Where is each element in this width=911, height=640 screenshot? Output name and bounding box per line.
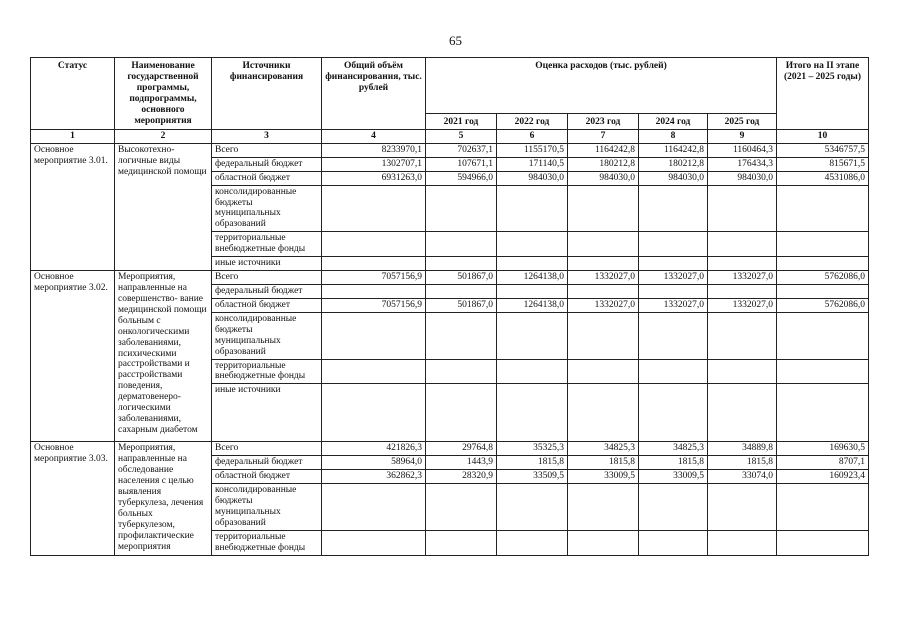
year-2023-cell <box>568 257 639 271</box>
column-number: 3 <box>212 129 322 143</box>
total-cell <box>322 185 426 232</box>
program-name-cell: Высокотехно- логичные виды медицинской помощи <box>115 143 212 270</box>
year-2024-cell <box>639 284 708 298</box>
year-2025-cell: 176434,3 <box>708 157 777 171</box>
table-row <box>31 442 869 456</box>
column-number: 2 <box>115 129 212 143</box>
total-cell <box>322 359 426 384</box>
year-2025-cell: 34889,8 <box>708 442 777 456</box>
year-2025-cell <box>708 530 777 555</box>
stage-total-cell <box>777 185 869 232</box>
stage-total-cell <box>777 257 869 271</box>
year-2022-cell: 1264138,0 <box>497 298 568 312</box>
year-2021-cell: 501867,0 <box>426 298 497 312</box>
year-2021-cell <box>426 530 497 555</box>
header-year: 2022 год <box>497 114 568 130</box>
stage-total-cell: 8707,1 <box>777 456 869 470</box>
year-2024-cell <box>639 312 708 359</box>
column-number: 1 <box>31 129 115 143</box>
total-cell: 8233970,1 <box>322 143 426 157</box>
year-2025-cell <box>708 232 777 257</box>
year-2024-cell <box>639 484 708 531</box>
total-cell <box>322 232 426 257</box>
stage-total-cell: 4531086,0 <box>777 171 869 185</box>
year-2022-cell <box>497 530 568 555</box>
year-2023-cell <box>568 232 639 257</box>
year-2021-cell <box>426 384 497 442</box>
status-cell: Основное мероприятие 3.01. <box>31 143 115 270</box>
year-2022-cell: 984030,0 <box>497 171 568 185</box>
total-cell: 362862,3 <box>322 470 426 484</box>
source-cell: областной бюджет <box>212 171 322 185</box>
column-number: 9 <box>708 129 777 143</box>
year-2023-cell <box>568 484 639 531</box>
year-2023-cell: 1815,8 <box>568 456 639 470</box>
total-cell: 7057156,9 <box>322 271 426 285</box>
header-year: 2021 год <box>426 114 497 130</box>
year-2024-cell: 180212,8 <box>639 157 708 171</box>
year-2023-cell <box>568 185 639 232</box>
year-2022-cell <box>497 257 568 271</box>
year-2022-cell: 1815,8 <box>497 456 568 470</box>
status-cell: Основное мероприятие 3.02. <box>31 271 115 442</box>
year-2023-cell <box>568 312 639 359</box>
year-2022-cell <box>497 312 568 359</box>
year-2024-cell <box>639 232 708 257</box>
source-cell: федеральный бюджет <box>212 284 322 298</box>
year-2023-cell: 1164242,8 <box>568 143 639 157</box>
stage-total-cell: 5762086,0 <box>777 298 869 312</box>
stage-total-cell <box>777 359 869 384</box>
year-2022-cell <box>497 359 568 384</box>
source-cell: консолидированные бюджеты муниципальных образований <box>212 484 322 531</box>
year-2021-cell: 29764,8 <box>426 442 497 456</box>
year-2022-cell <box>497 232 568 257</box>
stage-total-cell <box>777 284 869 298</box>
stage-total-cell <box>777 232 869 257</box>
year-2023-cell <box>568 384 639 442</box>
year-2022-cell <box>497 185 568 232</box>
total-cell <box>322 384 426 442</box>
stage-total-cell: 5762086,0 <box>777 271 869 285</box>
column-number: 8 <box>639 129 708 143</box>
total-cell <box>322 284 426 298</box>
header-year: 2023 год <box>568 114 639 130</box>
column-number: 5 <box>426 129 497 143</box>
source-cell: территориальные внебюджетные фонды <box>212 530 322 555</box>
year-2025-cell: 33074,0 <box>708 470 777 484</box>
year-2023-cell: 180212,8 <box>568 157 639 171</box>
year-2021-cell: 1443,9 <box>426 456 497 470</box>
year-2025-cell <box>708 284 777 298</box>
source-cell: консолидированные бюджеты муниципальных образований <box>212 312 322 359</box>
stage-total-cell <box>777 384 869 442</box>
source-cell: Всего <box>212 143 322 157</box>
year-2024-cell: 33009,5 <box>639 470 708 484</box>
year-2025-cell <box>708 384 777 442</box>
source-cell: областной бюджет <box>212 298 322 312</box>
stage-total-cell <box>777 530 869 555</box>
year-2022-cell: 1264138,0 <box>497 271 568 285</box>
year-2021-cell <box>426 312 497 359</box>
year-2023-cell: 1332027,0 <box>568 271 639 285</box>
year-2021-cell <box>426 257 497 271</box>
program-name-cell: Мероприятия, направленные на совершенство- вание медицинской помощи больным с онкологическими заболеваниями, психическими расстройствами и расстройствами поведения, дерматовенеро- логическими заболеваниями, сахарным диабетом <box>115 271 212 442</box>
year-2022-cell <box>497 484 568 531</box>
year-2021-cell <box>426 284 497 298</box>
year-2023-cell: 34825,3 <box>568 442 639 456</box>
source-cell: федеральный бюджет <box>212 456 322 470</box>
year-2023-cell: 984030,0 <box>568 171 639 185</box>
source-cell: Всего <box>212 442 322 456</box>
year-2021-cell: 28320,9 <box>426 470 497 484</box>
source-cell: иные источники <box>212 257 322 271</box>
column-number: 6 <box>497 129 568 143</box>
year-2023-cell: 33009,5 <box>568 470 639 484</box>
stage-total-cell: 160923,4 <box>777 470 869 484</box>
source-cell: федеральный бюджет <box>212 157 322 171</box>
year-2025-cell <box>708 484 777 531</box>
column-number: 4 <box>322 129 426 143</box>
year-2024-cell: 34825,3 <box>639 442 708 456</box>
program-name-cell: Мероприятия, направленные на обследование населения с целью выявления туберкулеза, лечения больных туберкулезом, профилактические мероприятия <box>115 442 212 555</box>
total-cell <box>322 484 426 531</box>
column-number: 7 <box>568 129 639 143</box>
header-total: Общий объём финансирования, тыс. рублей <box>322 58 426 130</box>
source-cell: Всего <box>212 271 322 285</box>
year-2025-cell <box>708 185 777 232</box>
year-2025-cell <box>708 359 777 384</box>
financing-table <box>30 57 869 556</box>
year-2025-cell: 1815,8 <box>708 456 777 470</box>
column-number: 10 <box>777 129 869 143</box>
year-2024-cell: 1164242,8 <box>639 143 708 157</box>
total-cell: 7057156,9 <box>322 298 426 312</box>
source-cell: территориальные внебюджетные фонды <box>212 359 322 384</box>
year-2021-cell <box>426 484 497 531</box>
header-sources: Источники финансирования <box>212 58 322 130</box>
header-estimate: Оценка расходов (тыс. рублей) <box>426 58 777 114</box>
year-2021-cell: 501867,0 <box>426 271 497 285</box>
year-2024-cell: 984030,0 <box>639 171 708 185</box>
header-stage-total: Итого на II этапе (2021 – 2025 годы) <box>777 58 869 130</box>
stage-total-cell: 5346757,5 <box>777 143 869 157</box>
year-2022-cell <box>497 284 568 298</box>
stage-total-cell: 169630,5 <box>777 442 869 456</box>
year-2021-cell: 594966,0 <box>426 171 497 185</box>
year-2024-cell <box>639 359 708 384</box>
year-2022-cell: 1155170,5 <box>497 143 568 157</box>
year-2021-cell: 107671,1 <box>426 157 497 171</box>
status-cell: Основное мероприятие 3.03. <box>31 442 115 555</box>
total-cell: 421826,3 <box>322 442 426 456</box>
year-2025-cell: 984030,0 <box>708 171 777 185</box>
year-2025-cell: 1332027,0 <box>708 271 777 285</box>
year-2025-cell: 1160464,3 <box>708 143 777 157</box>
total-cell: 1302707,1 <box>322 157 426 171</box>
year-2025-cell: 1332027,0 <box>708 298 777 312</box>
table-row <box>31 143 869 157</box>
source-cell: областной бюджет <box>212 470 322 484</box>
page-number: 65 <box>449 33 462 48</box>
year-2023-cell: 1332027,0 <box>568 298 639 312</box>
table-body <box>31 143 869 555</box>
year-2021-cell <box>426 359 497 384</box>
stage-total-cell <box>777 484 869 531</box>
header-status: Статус <box>31 58 115 130</box>
total-cell <box>322 312 426 359</box>
year-2021-cell <box>426 185 497 232</box>
year-2021-cell: 702637,1 <box>426 143 497 157</box>
column-numbers-row <box>31 129 869 143</box>
year-2024-cell <box>639 185 708 232</box>
year-2024-cell <box>639 257 708 271</box>
year-2023-cell <box>568 284 639 298</box>
header-name: Наименование государственной программы, подпрограммы, основного мероприятия <box>115 58 212 130</box>
year-2024-cell: 1332027,0 <box>639 271 708 285</box>
year-2022-cell: 171140,5 <box>497 157 568 171</box>
year-2025-cell <box>708 312 777 359</box>
total-cell: 6931263,0 <box>322 171 426 185</box>
year-2024-cell <box>639 530 708 555</box>
year-2023-cell <box>568 359 639 384</box>
table-header <box>31 58 869 144</box>
source-cell: консолидированные бюджеты муниципальных образований <box>212 185 322 232</box>
total-cell <box>322 530 426 555</box>
table-row <box>31 271 869 285</box>
year-2021-cell <box>426 232 497 257</box>
year-2024-cell: 1815,8 <box>639 456 708 470</box>
source-cell: иные источники <box>212 384 322 442</box>
header-year: 2025 год <box>708 114 777 130</box>
year-2024-cell <box>639 384 708 442</box>
year-2025-cell <box>708 257 777 271</box>
source-cell: территориальные внебюджетные фонды <box>212 232 322 257</box>
year-2022-cell: 35325,3 <box>497 442 568 456</box>
stage-total-cell: 815671,5 <box>777 157 869 171</box>
year-2022-cell: 33509,5 <box>497 470 568 484</box>
year-2023-cell <box>568 530 639 555</box>
total-cell <box>322 257 426 271</box>
total-cell: 58964,0 <box>322 456 426 470</box>
year-2022-cell <box>497 384 568 442</box>
year-2024-cell: 1332027,0 <box>639 298 708 312</box>
stage-total-cell <box>777 312 869 359</box>
header-year: 2024 год <box>639 114 708 130</box>
